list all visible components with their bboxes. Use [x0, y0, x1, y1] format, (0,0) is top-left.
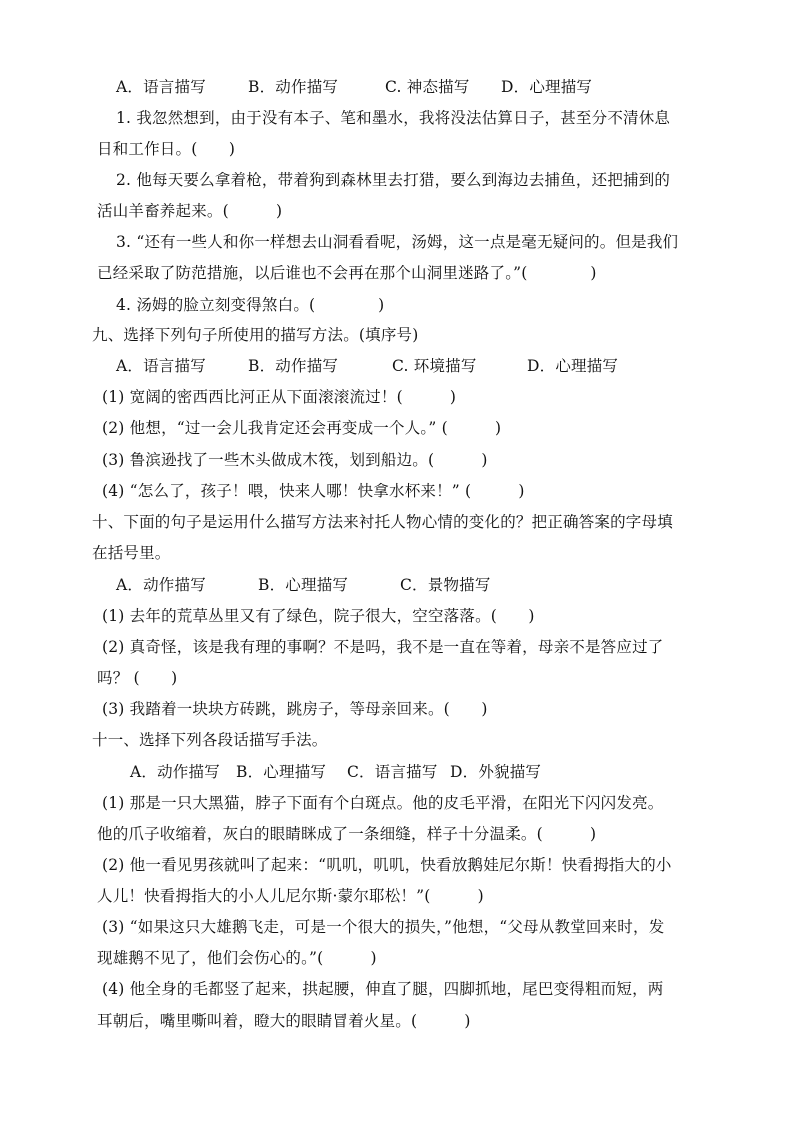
- option-c: C．语言描写: [347, 763, 438, 781]
- question-text: 1. 我忽然想到，由于没有本子、笔和墨水，我将没法估算日子，甚至分不清休息: [116, 109, 671, 127]
- option-a: A．动作描写: [116, 576, 206, 594]
- question-text: 他的爪子收缩着，灰白的眼睛眯成了一条细缝，样子十分温柔。( ): [97, 825, 597, 843]
- options-row: [116, 356, 618, 376]
- options-row: [116, 77, 592, 97]
- question-text: (1) 去年的荒草丛里又有了绿色，院子很大，空空落落。( ): [102, 607, 535, 625]
- section-title: 十一、选择下列各段话描写手法。: [92, 731, 328, 749]
- question-text: 4. 汤姆的脸立刻变得煞白。( ): [116, 296, 385, 314]
- option-c: C. 环境描写: [392, 357, 477, 375]
- options-row: [130, 762, 541, 782]
- question-text: (3) 鲁滨逊找了一些木头做成木筏，划到船边。( ): [102, 451, 488, 469]
- question-text: (2) 他一看见男孩就叫了起来：“叽叽，叽叽，快看放鹅娃尼尔斯！快看拇指大的小: [102, 856, 672, 874]
- option-c: C. 神态描写: [385, 78, 470, 96]
- question-text: (3) 我踏着一块块方砖跳，跳房子，等母亲回来。( ): [102, 700, 488, 718]
- option-b: B．动作描写: [248, 78, 339, 96]
- question-text: 3. “还有一些人和你一样想去山洞看看呢，汤姆，这一点是毫无疑问的。但是我们: [116, 233, 679, 251]
- question-text: (1) 宽阔的密西西比河正从下面滚滚流过！( ): [102, 388, 457, 406]
- option-d: D．心理描写: [527, 357, 619, 375]
- section-title: 十、下面的句子是运用什么描写方法来衬托人物心情的变化的？把正确答案的字母填: [92, 513, 673, 531]
- question-text: 现雄鹅不见了，他们会伤心的。”( ): [97, 949, 377, 967]
- question-text: (4) “怎么了，孩子！喂，快来人哪！快拿水杯来！” ( ): [102, 482, 525, 500]
- question-text: 活山羊畜养起来。( ): [97, 202, 283, 220]
- question-text: 已经采取了防范措施，以后谁也不会再在那个山洞里迷路了。”( ): [97, 264, 597, 282]
- option-a: A．语言描写: [116, 357, 206, 375]
- option-a: A．语言描写: [116, 78, 206, 96]
- options-row: [116, 575, 491, 595]
- question-text: 吗？ ( ): [97, 669, 178, 687]
- option-a: A．动作描写: [130, 763, 220, 781]
- question-text: 耳朝后，嘴里嘶叫着，瞪大的眼睛冒着火星。( ): [97, 1012, 471, 1030]
- question-text: (3) “如果这只大雄鹅飞走，可是一个很大的损失，”他想，“父母从教堂回来时，发: [102, 918, 665, 936]
- question-text: 日和工作日。( ): [97, 140, 236, 158]
- option-b: B．心理描写: [236, 763, 327, 781]
- question-text: 2. 他每天要么拿着枪，带着狗到森林里去打猎，要么到海边去捕鱼，还把捕到的: [116, 171, 671, 189]
- question-text: 人儿！快看拇指大的小人儿尼尔斯·蒙尔耶松！”( ): [97, 887, 484, 905]
- option-b: B．动作描写: [248, 357, 339, 375]
- question-text: (1) 那是一只大黑猫，脖子下面有个白斑点。他的皮毛平滑，在阳光下闪闪发亮。: [102, 794, 664, 812]
- option-b: B．心理描写: [258, 576, 349, 594]
- option-d: D．外貌描写: [450, 763, 542, 781]
- question-text: (2) 真奇怪，该是我有理的事啊？不是吗，我不是一直在等着，母亲不是答应过了: [102, 638, 664, 656]
- question-text: (4) 他全身的毛都竖了起来，拱起腰，伸直了腿，四脚抓地，尾巴变得粗而短，两: [102, 980, 664, 998]
- section-title: 九、选择下列句子所使用的描写方法。(填序号): [92, 326, 419, 344]
- section-title: 在括号里。: [92, 544, 171, 562]
- option-c: C．景物描写: [400, 576, 491, 594]
- question-text: (2) 他想，“过一会儿我肯定还会再变成一个人。” ( ): [102, 419, 502, 437]
- option-d: D．心理描写: [501, 78, 593, 96]
